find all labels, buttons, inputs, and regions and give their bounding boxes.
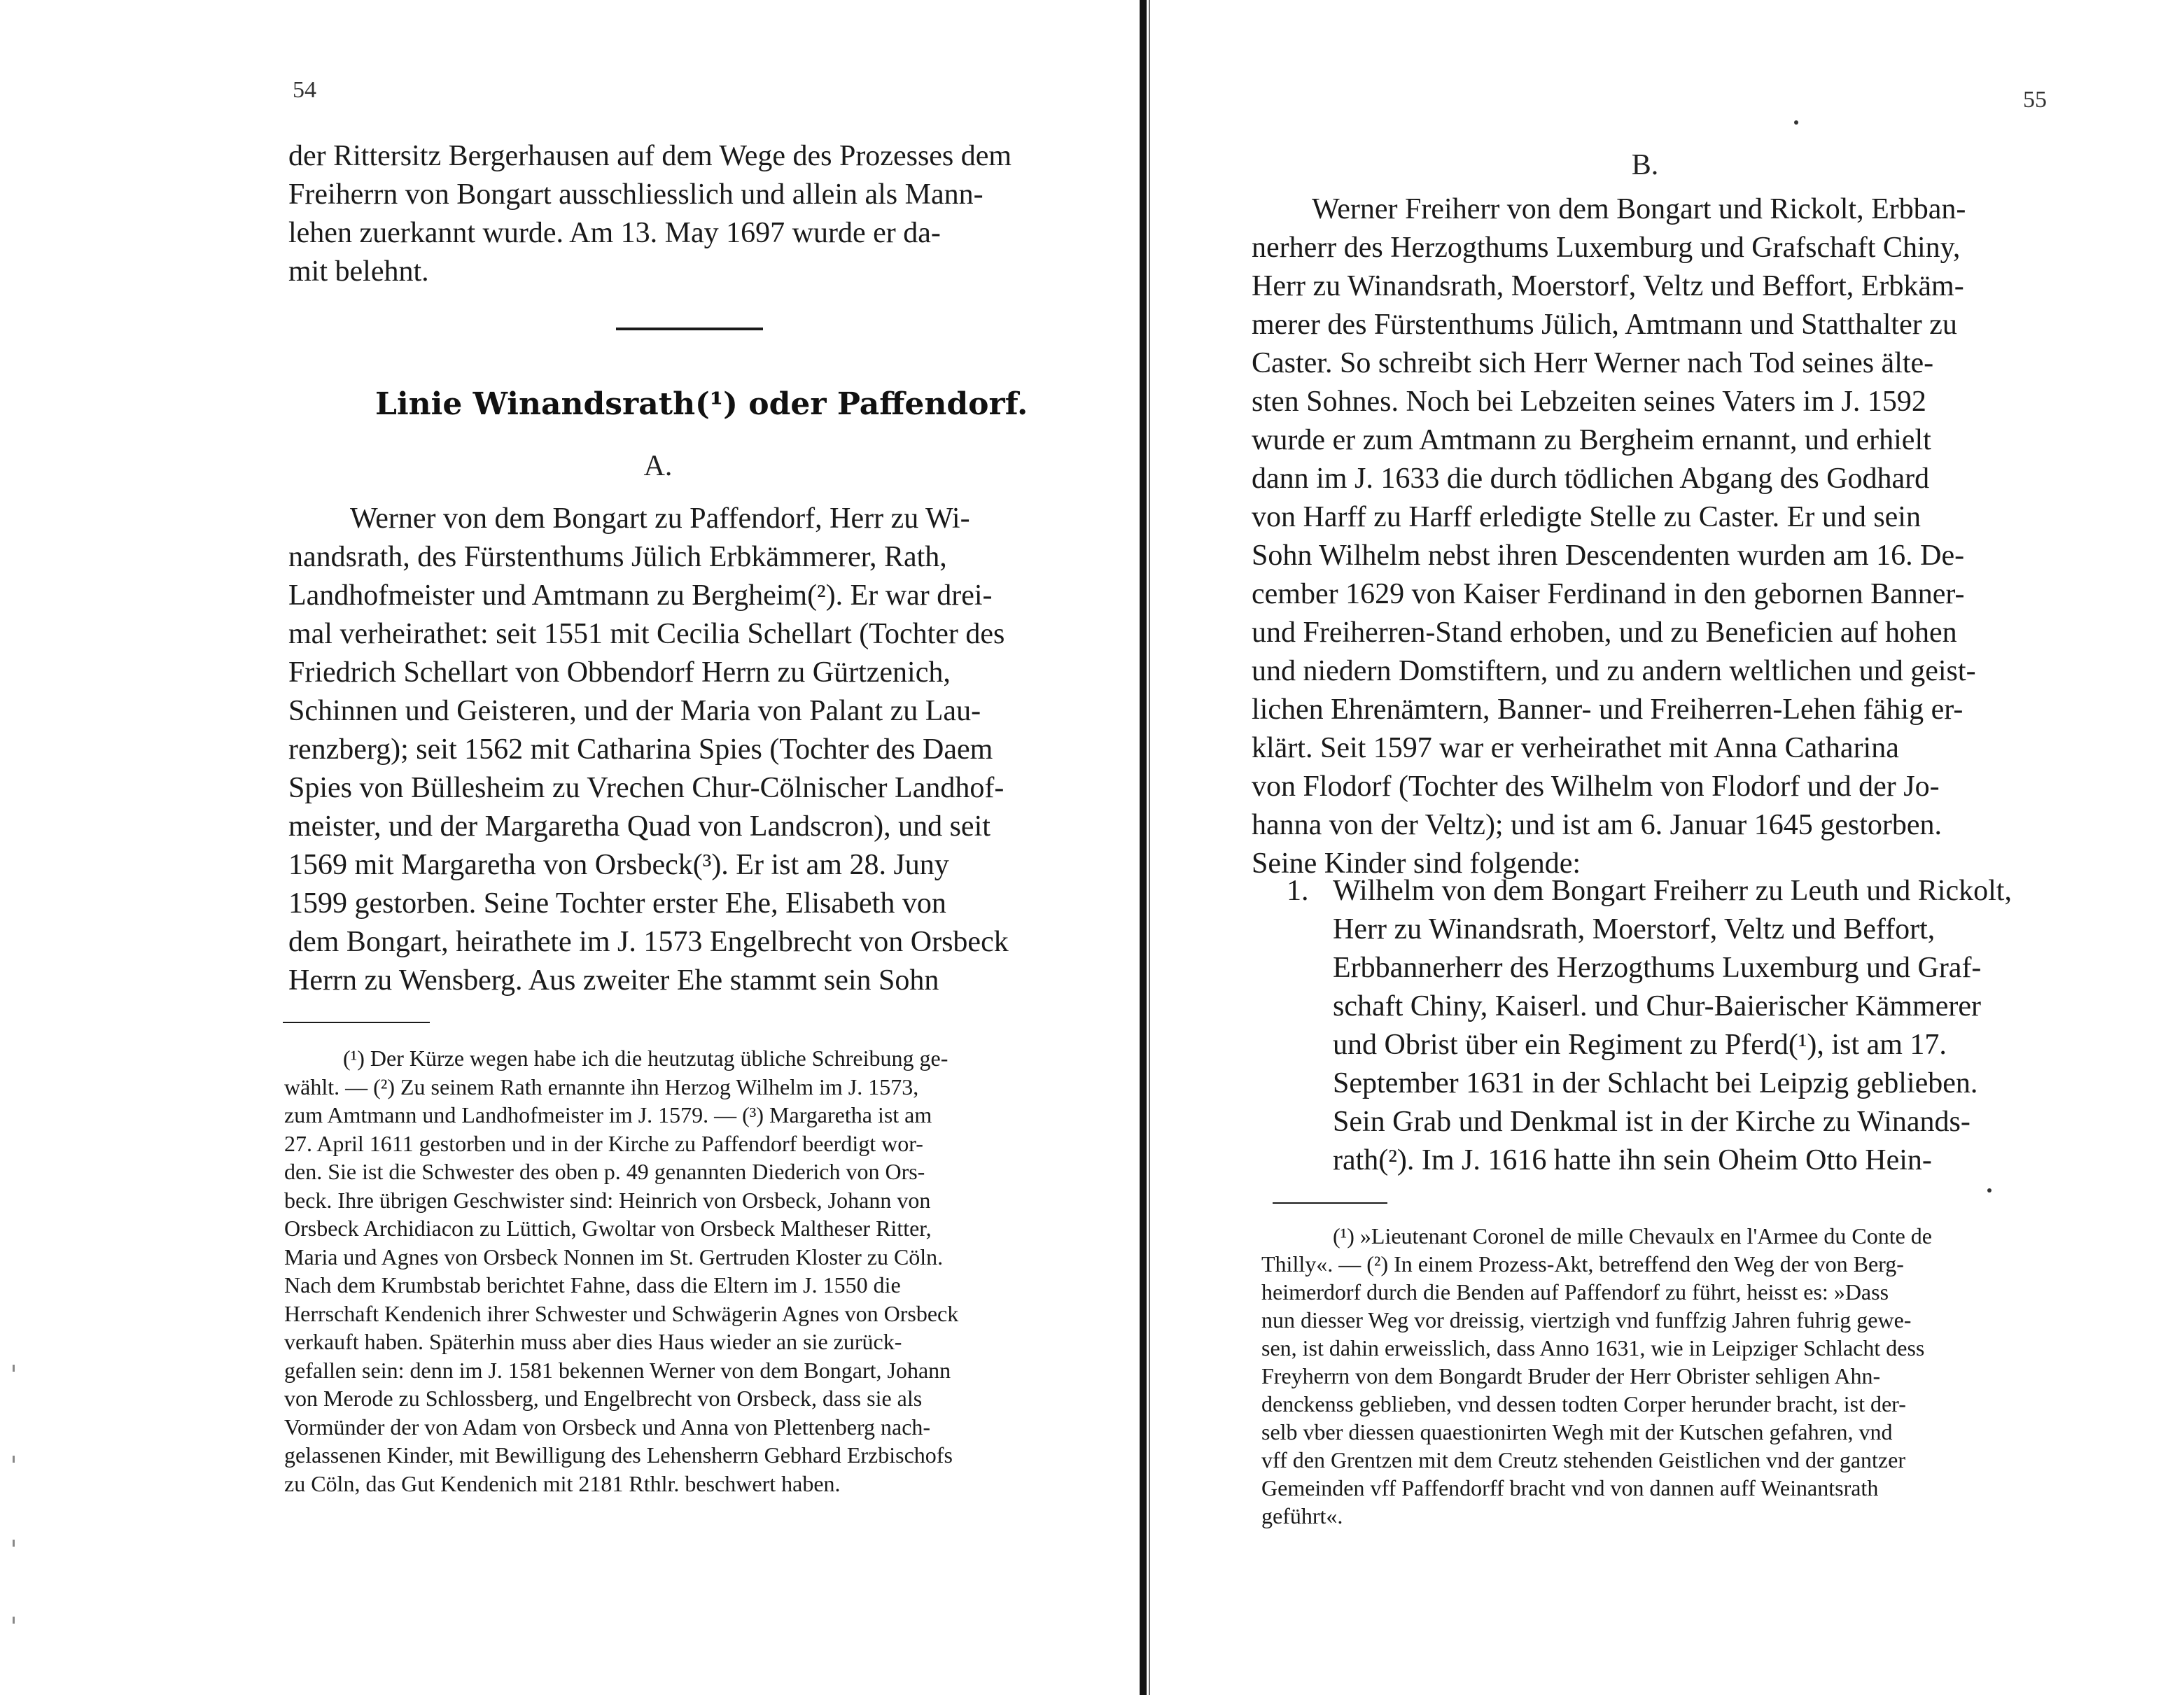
text-line: Herr zu Winandsrath, Moerstorf, Veltz und Beffort,	[1333, 913, 1935, 945]
footnote-line: Herrschaft Kendenich ihrer Schwester und Schwägerin Agnes von Orsbeck	[284, 1301, 959, 1326]
text-line: Werner von dem Bongart zu Paffendorf, Herr zu Wi-	[350, 502, 970, 535]
text-line: nerherr des Herzogthums Luxemburg und Grafschaft Chiny,	[1252, 232, 1961, 264]
text-line: von Flodorf (Tochter des Wilhelm von Flodorf und der Jo-	[1252, 771, 1940, 803]
book-gutter	[1140, 0, 1147, 1695]
text-line: Landhofmeister und Amtmann zu Bergheim(²). Er war drei-	[288, 579, 993, 612]
text-line: Caster. So schreibt sich Herr Werner nach Tod seines älte-	[1252, 347, 1934, 379]
footnote-line: geführt«.	[1261, 1503, 1343, 1528]
scan-speck	[13, 1456, 15, 1463]
text-line: Herrn zu Wensberg. Aus zweiter Ehe stammt sein Sohn	[288, 964, 939, 997]
scan-dot	[1987, 1188, 1991, 1193]
scan-speck	[13, 1540, 15, 1547]
footnote-line: nun diesser Weg vor dreissig, viertzigh vnd funffzig Jahren fuhrig gewe-	[1261, 1307, 1912, 1332]
text-line: mal verheirathet: seit 1551 mit Cecilia Schellart (Tochter des	[288, 618, 1005, 650]
text-line: dem Bongart, heirathete im J. 1573 Engelbrecht von Orsbeck	[288, 926, 1009, 958]
footnote-line: Gemeinden vff Paffendorff bracht vnd von dannen auff Weinantsrath	[1261, 1475, 1879, 1500]
text-line: von Harff zu Harff erledigte Stelle zu Caster. Er und sein	[1252, 501, 1921, 533]
text-line: lehen zuerkannt wurde. Am 13. May 1697 wurde er da-	[288, 217, 941, 249]
text-line: September 1631 in der Schlacht bei Leipzig geblieben.	[1333, 1067, 1978, 1099]
scan-dot	[1794, 120, 1798, 125]
section-heading: Linie Winandsrath(¹) oder Paffendorf.	[375, 386, 1028, 422]
footnote-line: vff den Grentzen mit dem Creutz stehenden Geistlichen vnd der gantzer	[1261, 1447, 1905, 1472]
footnote-line: von Merode zu Schlossberg, und Engelbrecht von Orsbeck, dass sie als	[284, 1386, 923, 1411]
footnote-rule	[283, 1022, 430, 1023]
text-line: wurde er zum Amtmann zu Bergheim ernannt, und erhielt	[1252, 424, 1931, 456]
text-line: Sein Grab und Denkmal ist in der Kirche zu Winands-	[1333, 1106, 1970, 1138]
footnote-line: (¹) Der Kürze wegen habe ich die heutzutag übliche Schreibung ge-	[343, 1046, 948, 1071]
right-page	[1149, 0, 2184, 1695]
text-line: sten Sohnes. Noch bei Lebzeiten seines Vaters im J. 1592	[1252, 386, 1926, 418]
text-line: rath(²). Im J. 1616 hatte ihn sein Oheim Otto Hein-	[1333, 1144, 1932, 1176]
text-line: dann im J. 1633 die durch tödlichen Abgang des Godhard	[1252, 463, 1930, 495]
text-line: cember 1629 von Kaiser Ferdinand in den gebornen Banner-	[1252, 578, 1965, 610]
footnote-line: denckenss geblieben, vnd dessen todten Corper herunder bracht, ist der-	[1261, 1391, 1906, 1416]
text-line: Sohn Wilhelm nebst ihren Descendenten wurden am 16. De-	[1252, 540, 1965, 572]
text-line: lichen Ehrenämtern, Banner- und Freiherren-Lehen fähig er-	[1252, 694, 1963, 726]
footnote-line: Maria und Agnes von Orsbeck Nonnen im St. Gertruden Kloster zu Cöln.	[284, 1244, 944, 1270]
footnote-rule	[1273, 1202, 1387, 1204]
text-line: und niedern Domstiftern, und zu andern weltlichen und geist-	[1252, 655, 1976, 687]
footnote-line: Thilly«. — (²) In einem Prozess-Akt, betreffend den Weg der von Berg-	[1261, 1251, 1904, 1276]
footnote-line: verkauft haben. Späterhin muss aber dies Haus wieder an sie zurück-	[284, 1329, 902, 1354]
text-line: nandsrath, des Fürstenthums Jülich Erbkämmerer, Rath,	[288, 541, 947, 573]
text-line: Herr zu Winandsrath, Moerstorf, Veltz und Beffort, Erbkäm-	[1252, 270, 1964, 302]
footnote-line: Orsbeck Archidiacon zu Lüttich, Gwoltar von Orsbeck Maltheser Ritter,	[284, 1216, 932, 1241]
text-line: Spies von Büllesheim zu Vrechen Chur-Cölnischer Landhof-	[288, 772, 1004, 804]
footnote-line: gelassenen Kinder, mit Bewilligung des Lehensherrn Gebhard Erzbischofs	[284, 1442, 953, 1468]
text-line: merer des Fürstenthums Jülich, Amtmann und Statthalter zu	[1252, 309, 1957, 341]
footnote-line: gefallen sein: denn im J. 1581 bekennen Werner von dem Bongart, Johann	[284, 1358, 951, 1383]
footnote-line: 27. April 1611 gestorben und in der Kirche zu Paffendorf beerdigt wor-	[284, 1131, 923, 1156]
footnote-line: zum Amtmann und Landhofmeister im J. 1579. — (³) Margaretha ist am	[284, 1102, 932, 1127]
scan-speck	[13, 1617, 15, 1624]
footnote-line: den. Sie ist die Schwester des oben p. 49 genannten Diederich von Ors-	[284, 1159, 925, 1184]
text-line: und Obrist über ein Regiment zu Pferd(¹), ist am 17.	[1333, 1029, 1947, 1061]
footnote-line: sen, ist dahin erweisslich, dass Anno 1631, wie in Leipziger Schlacht dess	[1261, 1335, 1925, 1360]
text-line: renzberg); seit 1562 mit Catharina Spies (Tochter des Daem	[288, 733, 993, 766]
text-line: schaft Chiny, Kaiserl. und Chur-Baierischer Kämmerer	[1333, 990, 1981, 1022]
footnote-line: (¹) »Lieutenant Coronel de mille Chevaulx en l'Armee du Conte de	[1333, 1223, 1932, 1249]
text-line: klärt. Seit 1597 war er verheirathet mit Anna Catharina	[1252, 732, 1899, 764]
footnote-line: heimerdorf durch die Benden auf Paffendorf zu führt, heisst es: »Dass	[1261, 1279, 1889, 1304]
page-number: 54	[293, 77, 316, 103]
text-line: Werner Freiherr von dem Bongart und Rickolt, Erbban-	[1312, 193, 1966, 225]
footnote-line: zu Cöln, das Gut Kendenich mit 2181 Rthlr. beschwert haben.	[284, 1471, 841, 1496]
footnote-line: Freyherrn von dem Bongardt Bruder der Herr Obrister sehligen Ahn-	[1261, 1363, 1881, 1388]
text-line: Erbbannerherr des Herzogthums Luxemburg und Graf-	[1333, 952, 1982, 984]
footnote-line: Vormünder der von Adam von Orsbeck und Anna von Plettenberg nach-	[284, 1414, 931, 1440]
scan-speck	[13, 1365, 15, 1372]
text-line: 1569 mit Margaretha von Orsbeck(³). Er ist am 28. Juny	[288, 849, 949, 881]
text-line: Freiherrn von Bongart ausschliesslich und allein als Mann-	[288, 178, 983, 211]
text-line: Schinnen und Geisteren, und der Maria von Palant zu Lau-	[288, 695, 981, 727]
section-letter: A.	[643, 450, 673, 482]
list-number: 1.	[1287, 875, 1309, 907]
text-line: Seine Kinder sind folgende:	[1252, 848, 1581, 880]
text-line: und Freiherren-Stand erhoben, und zu Beneficien auf hohen	[1252, 617, 1957, 649]
text-line: meister, und der Margaretha Quad von Landscron), und seit	[288, 810, 990, 843]
text-line: 1599 gestorben. Seine Tochter erster Ehe, Elisabeth von	[288, 887, 946, 920]
footnote-line: beck. Ihre übrigen Geschwister sind: Heinrich von Orsbeck, Johann von	[284, 1188, 931, 1213]
text-line: Wilhelm von dem Bongart Freiherr zu Leuth und Rickolt,	[1333, 875, 2012, 907]
text-line: hanna von der Veltz); und ist am 6. Januar 1645 gestorben.	[1252, 809, 1942, 841]
section-divider	[616, 328, 763, 330]
footnote-line: wählt. — (²) Zu seinem Rath ernannte ihn Herzog Wilhelm im J. 1573,	[284, 1074, 919, 1099]
footnote-line: Nach dem Krumbstab berichtet Fahne, dass die Eltern im J. 1550 die	[284, 1272, 901, 1297]
text-line: der Rittersitz Bergerhausen auf dem Wege des Prozesses dem	[288, 140, 1012, 172]
section-letter: B.	[1631, 149, 1659, 181]
page-number: 55	[2023, 87, 2047, 113]
text-line: Friedrich Schellart von Obbendorf Herrn zu Gürtzenich,	[288, 656, 951, 689]
text-line: mit belehnt.	[288, 255, 429, 288]
footnote-line: selb vber diessen quaestionirten Wegh mit der Kutschen gefahren, vnd	[1261, 1419, 1893, 1444]
